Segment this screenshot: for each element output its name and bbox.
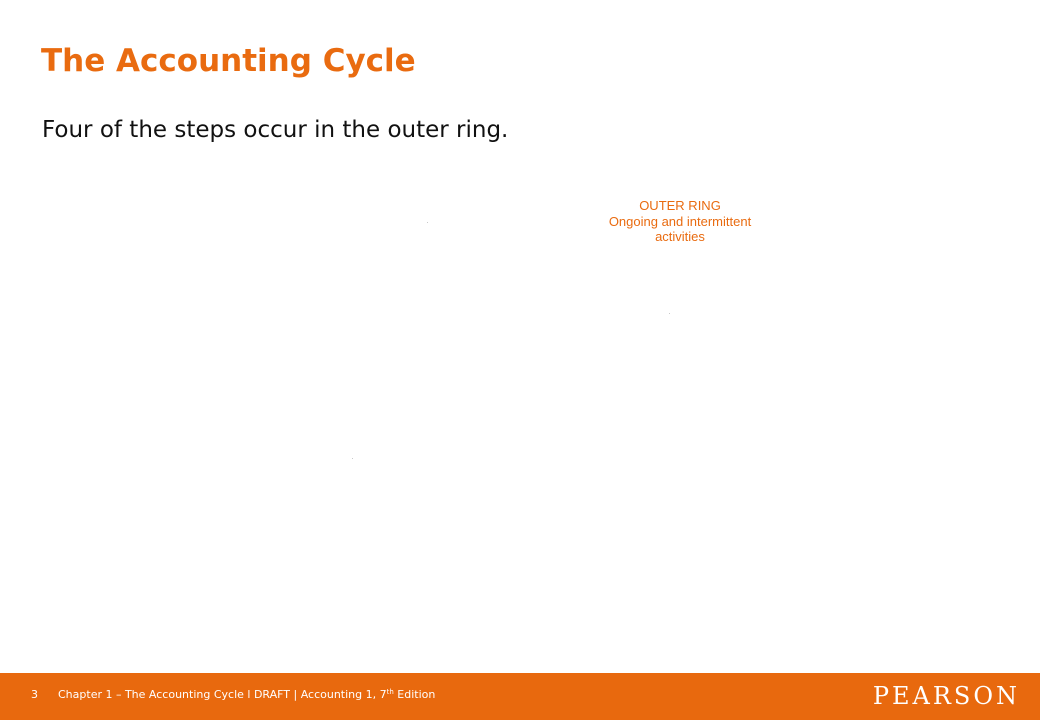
outer-ring-label [560, 198, 800, 245]
outer-ring-description-line-1: Ongoing and intermittent [608, 213, 752, 229]
diagram-speck [352, 458, 353, 459]
outer-ring-description-line-2: activities [655, 229, 705, 244]
footer-caption-main: Chapter 1 – The Accounting Cycle l DRAFT | Accounting 1, 7 [58, 688, 387, 701]
slide-body-text: Four of the steps occur in the outer ring. [42, 117, 509, 143]
footer-bar [0, 673, 1040, 720]
slide-title: The Accounting Cycle [41, 43, 416, 79]
footer-caption-end: Edition [393, 688, 436, 701]
pearson-logo: PEARSON [872, 682, 1020, 710]
outer-ring-heading: OUTER RING [639, 198, 721, 213]
page-number: 3 [31, 688, 38, 701]
diagram-speck [669, 313, 670, 314]
footer-caption-superscript: th [386, 688, 394, 696]
footer-caption [58, 688, 435, 702]
diagram-speck [427, 222, 428, 223]
